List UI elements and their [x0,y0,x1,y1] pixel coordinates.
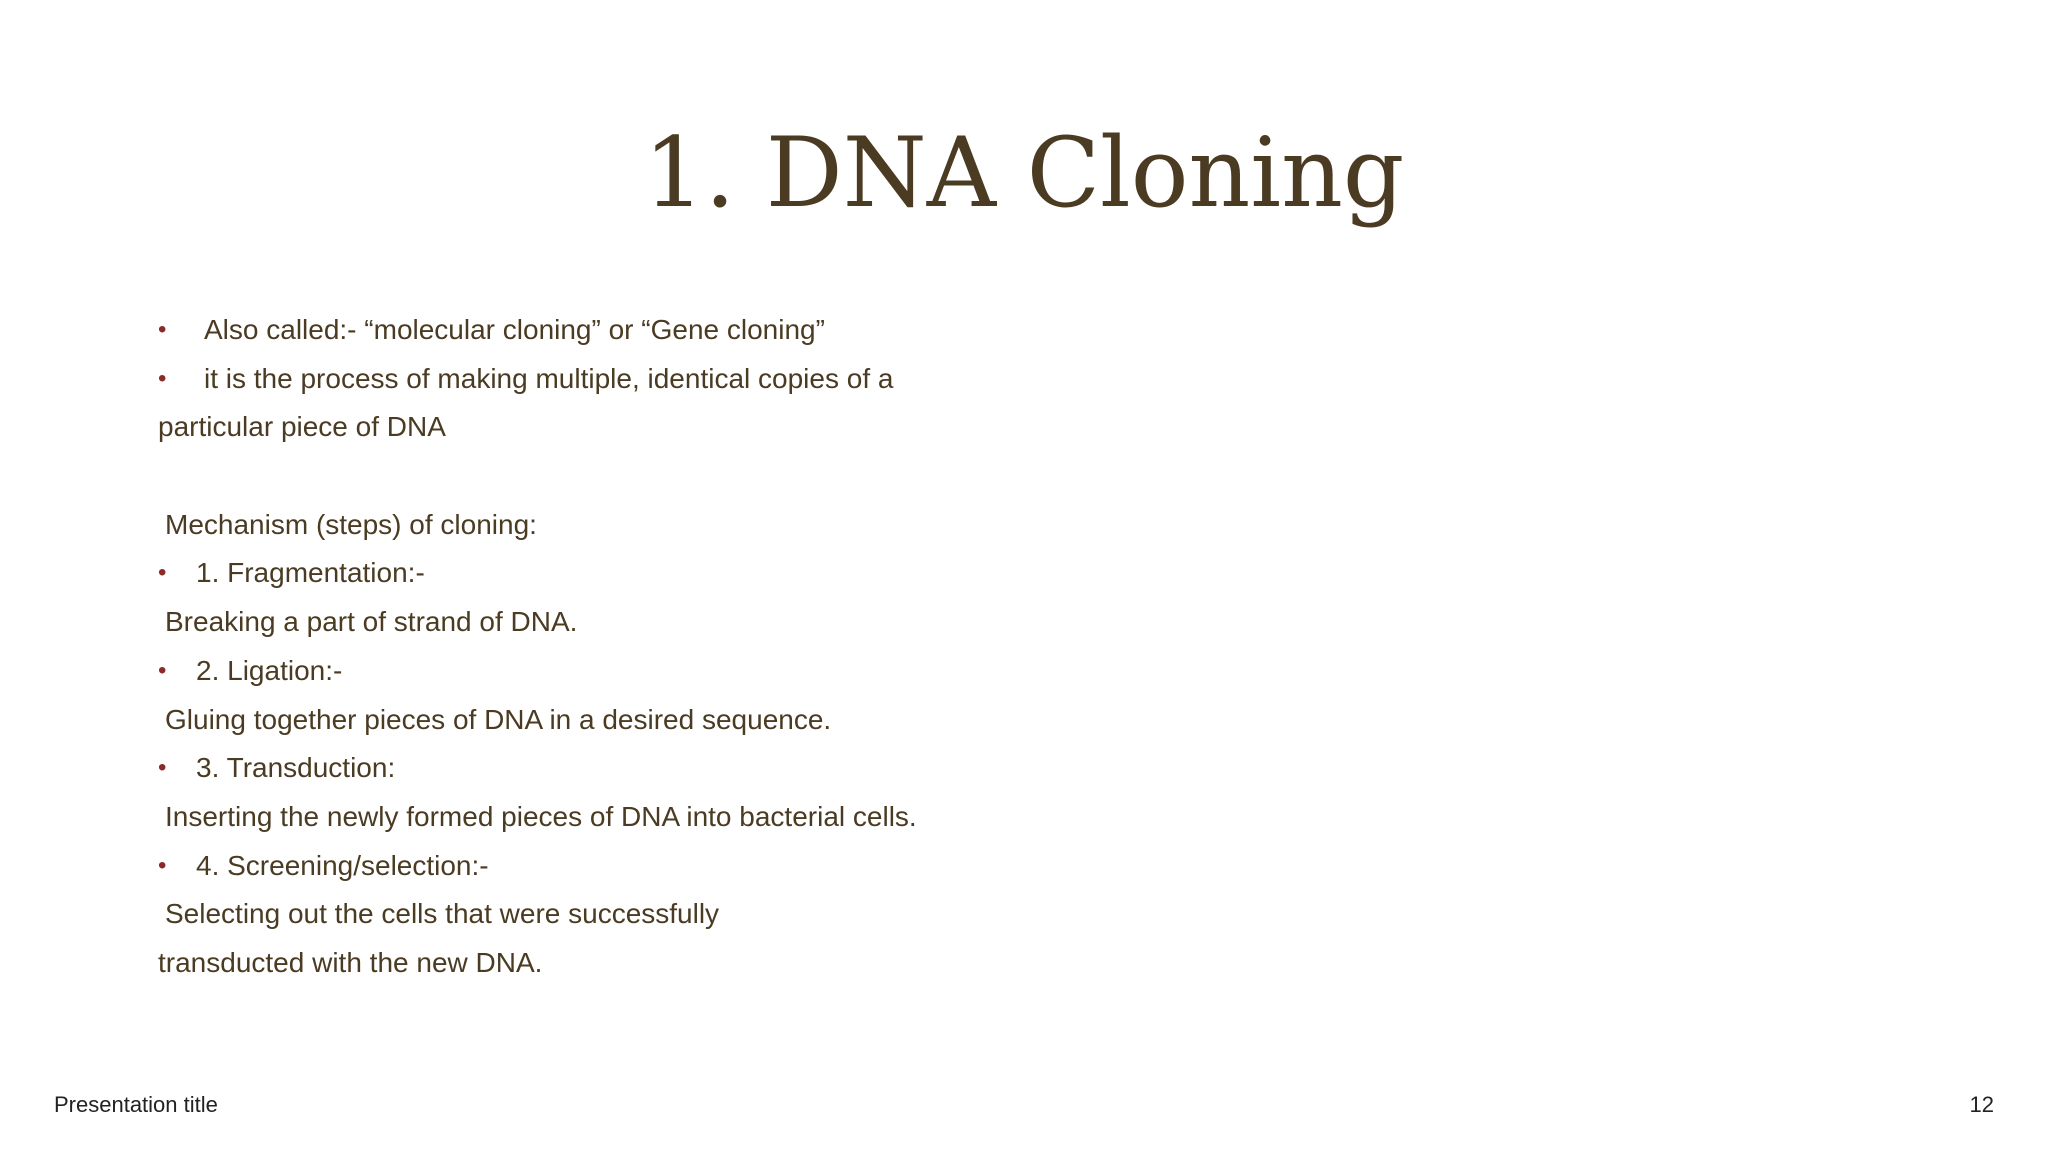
bullet-icon: • [158,851,167,879]
bullet-icon: • [158,364,167,392]
blank-line [158,452,1458,501]
text-line [158,939,1458,988]
bullet-line [158,842,1458,891]
bullet-icon: • [158,316,167,343]
bullet-text: it is the process of making multiple, identical copies of a [204,362,894,394]
bullet-text: 4. Screening/selection:- [196,849,489,881]
line-text: Gluing together pieces of DNA in a desired sequence. [165,703,832,735]
bullet-line [158,355,1458,404]
bullet-icon: • [158,754,167,782]
text-line [158,598,1458,647]
line-text: Selecting out the cells that were successfully [165,898,720,930]
line-text: Breaking a part of strand of DNA. [165,606,578,638]
text-line [158,696,1458,745]
bullet-line [158,647,1458,696]
slide-title: 1. DNA Cloning [643,117,1405,229]
bullet-text: 2. Ligation:- [196,654,343,686]
bullet-text: 3. Transduction: [196,752,396,784]
bullet-line [158,744,1458,793]
bullet-line [158,549,1458,598]
bullet-icon: • [158,559,167,587]
footer-page-number: 12 [1969,1092,1994,1117]
bullet-text: 1. Fragmentation:- [196,557,425,589]
line-text: particular piece of DNA [158,411,446,443]
slide-body [158,306,1458,988]
line-text: transducted with the new DNA. [158,946,543,978]
line-text: Inserting the newly formed pieces of DNA into bacterial cells. [165,800,917,832]
footer-presentation-title: Presentation title [54,1092,218,1117]
text-line [158,890,1458,939]
text-line [158,501,1458,550]
text-line [158,403,1458,452]
bullet-line [158,306,1458,355]
bullet-text: Also called:- “molecular cloning” or “Gene cloning” [204,314,825,345]
text-line [158,793,1458,842]
line-text: Mechanism (steps) of cloning: [165,508,537,540]
bullet-icon: • [158,656,167,684]
